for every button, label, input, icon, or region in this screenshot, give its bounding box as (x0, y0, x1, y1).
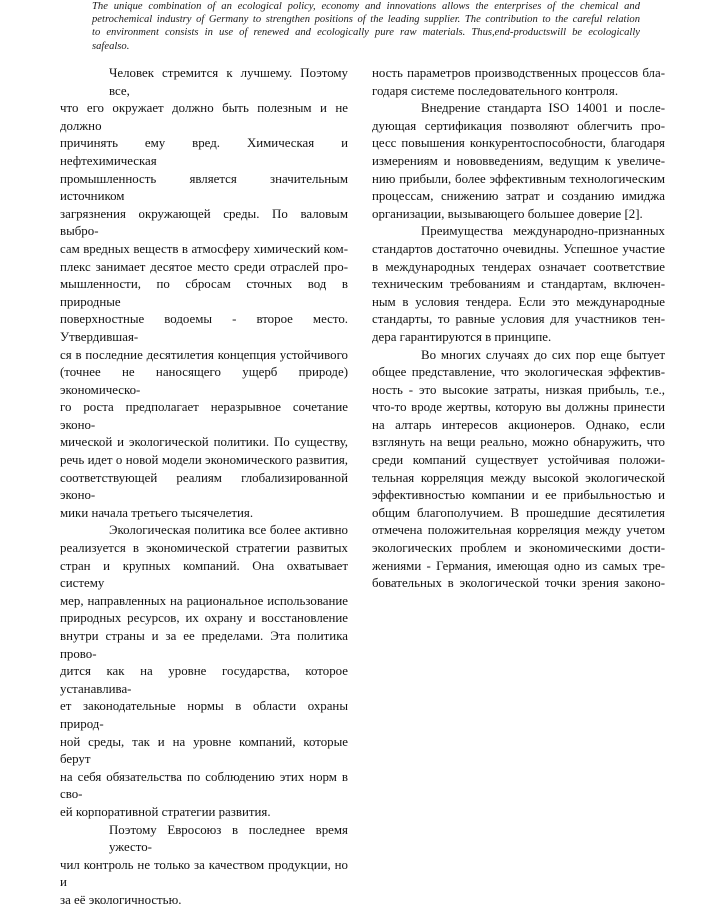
text-line: ность - это высокие затраты, низкая прибыль, т.е., (372, 382, 665, 397)
text-line: что-то вроде жертвы, которую вы должны принести (372, 400, 665, 415)
text-line: дующая сертификация позволяют облегчить про- (372, 118, 665, 133)
text-line: экологических проблем и экономическими дости- (372, 541, 665, 556)
text-line: Поэтому Евросоюз в последнее время ужесто- (109, 822, 348, 855)
text-line: техническим требованиям и стандартам, включен- (372, 277, 665, 292)
text-line: бовательных в экологической точки зрения законо- (372, 576, 665, 591)
text-line: соответствующей реалиям глобализированной эконо- (60, 470, 348, 503)
text-line: за её экологичностью. (60, 892, 182, 907)
text-line: внутри страны и за ее пределами. Эта политика прово- (60, 629, 348, 661)
abstract-line: to environment consists in use of renewed and ecologically pure raw materials. Thus,end-productswill be ecologically (92, 27, 640, 39)
text-line: эффективностью компании и ее прибыльностью и (372, 488, 665, 503)
text-line: мер, направленных на рациональное использование (60, 593, 348, 608)
left-column (60, 65, 348, 910)
text-line: ность параметров производственных процессов бла- (372, 66, 665, 80)
text-line: ной среды, так и на уровне компаний, которые берут (60, 734, 348, 767)
text-line: мышленности, по сбросам сточных вод в природные (60, 277, 348, 309)
text-line: чил контроль не только за качеством продукции, но и (60, 857, 348, 890)
text-line: жениями - Германия, имеющая одно из самых тре- (372, 558, 665, 573)
text-line: среди компаний существует устойчивая положи- (372, 453, 665, 468)
text-line: реализуется в экономической стратегии развитых (60, 541, 348, 556)
text-line: цесс повышения конкурентоспособности, благодаря (372, 136, 665, 151)
text-line: Внедрение стандарта ISO 14001 и после- (421, 101, 665, 116)
text-line: мики начала третьего тысячелетия. (60, 505, 254, 520)
text-line: стандарты, то равные условия для участников тен- (372, 312, 665, 327)
text-line: (точнее не наносящего ущерб природе) экономическо- (60, 365, 348, 397)
text-line: годаря системе последовательного контроля. (372, 83, 619, 98)
text-line: Человек стремится к лучшему. Поэтому все, (109, 66, 348, 98)
text-line: общим благополучием. В прошедшие десятилетия (372, 505, 665, 520)
text-line: нию прибыли, более эффективным технологическим (372, 171, 665, 186)
text-line: тельная корреляция между высокой экологической (372, 470, 665, 485)
text-line: дится как на уровне государства, которое устанавлива- (60, 664, 348, 696)
text-line: мической и экологической политики. По существу, (60, 435, 348, 450)
text-line: Во многих случаях до сих пор еще бытует (421, 347, 665, 362)
text-line: поверхностные водоемы - второе место. Утвердившая- (60, 312, 348, 344)
abstract (92, 0, 640, 53)
text-line: взглянуть на вещи реально, можно обнаружить, что (372, 435, 665, 450)
text-line: отмечена положительная корреляция между учетом (372, 523, 665, 538)
text-line: стандартов достаточно очевидны. Успешное участие (372, 241, 665, 256)
abstract-line: safealso. (92, 40, 130, 52)
text-line: ет законодательные нормы в области охраны природ- (60, 699, 348, 731)
text-line: дера гарантируются в принципе. (372, 329, 552, 344)
text-line: ся в последние десятилетия концепция устойчивого (60, 347, 348, 362)
text-line: что его окружает должно быть полезным и не должно (60, 101, 348, 133)
text-line: стран и крупных компаний. Она охватывает систему (60, 558, 348, 591)
text-line: го роста предполагает неразрывное сочетание эконо- (60, 400, 348, 432)
text-line: загрязнения окружающей среды. По валовым выбро- (60, 206, 348, 239)
text-line: измерениям и нововведениям, ведущим к увеличе- (372, 153, 665, 168)
abstract-line: petrochemical industry of Germany to strengthen positions of the leading supplier. The contribution to the careful relation (92, 14, 640, 26)
text-line: на алтарь интересов акционеров. Однако, если (372, 417, 665, 432)
text-line: промышленность является значительным источником (60, 171, 348, 204)
text-line: общее представление, что экологическая эффектив- (372, 365, 665, 380)
text-line: ным в условия тендера. Если это международные (372, 294, 665, 309)
text-line: плекс занимает десятое место среди отраслей про- (60, 259, 348, 274)
text-line: причинять ему вред. Химическая и нефтехимическая (60, 136, 348, 168)
text-line: на себя обязательства по соблюдению этих норм в сво- (60, 769, 348, 802)
text-line: процессам, снижению затрат и созданию имиджа (372, 189, 665, 204)
text-line: в международных тендерах означает соответствие (372, 259, 665, 274)
text-line: природных ресурсов, их охрану и восстановление (60, 611, 348, 626)
right-column (372, 65, 665, 593)
text-line: Преимущества международно-признанных (421, 224, 665, 239)
abstract-line: The unique combination of an ecological policy, economy and innovations allows the enterprises of the chemical and (92, 1, 640, 12)
text-line: речь идет о новой модели экономического развития, (60, 453, 348, 468)
text-line: сам вредных веществ в атмосферу химический ком- (60, 241, 348, 256)
text-line: ей корпоративной стратегии развития. (60, 804, 271, 819)
text-line: организации, вызывающего большее доверие [2]. (372, 206, 643, 221)
text-line: Экологическая политика все более активно (109, 523, 348, 538)
